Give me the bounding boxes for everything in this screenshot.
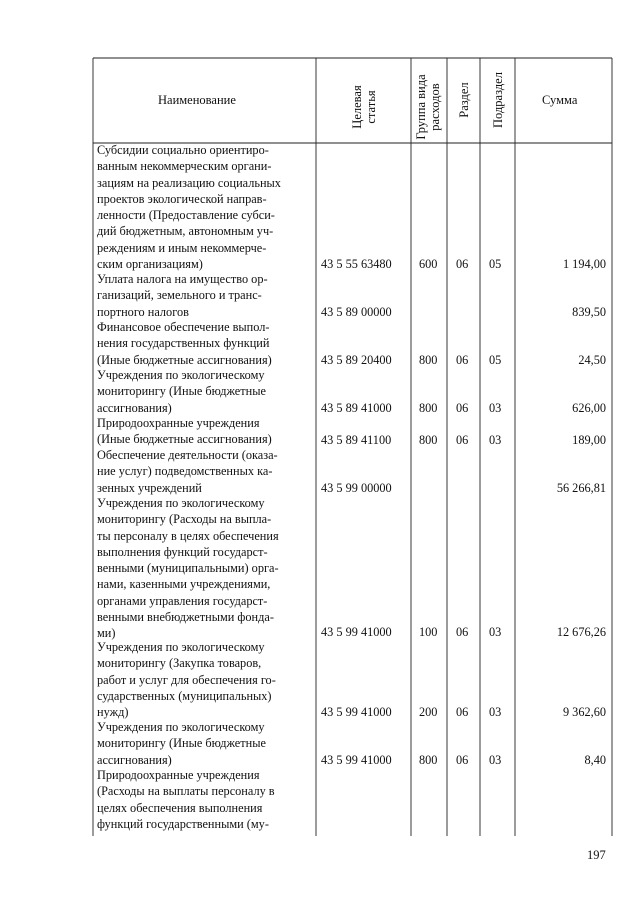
name-line: мониторингу (Закупка товаров,	[97, 656, 262, 671]
name-line: работ и услуг для обеспечения го-	[97, 672, 276, 687]
row-code: 43 5 99 41000	[321, 753, 392, 767]
row-code: 43 5 89 41100	[321, 433, 392, 447]
name-line: Субсидии социально ориентиро-	[97, 143, 269, 157]
row-name	[97, 719, 307, 768]
name-line: (Иные бюджетные ассигнования)	[97, 432, 272, 447]
name-line: целях обеспечения выполнения	[97, 800, 263, 815]
row-name	[97, 447, 307, 496]
row-section: 06	[456, 433, 469, 447]
name-line: нами, казенными учреждениями,	[97, 577, 271, 592]
row-code: 43 5 99 41000	[321, 625, 392, 639]
row-amount: 9 362,60	[562, 705, 606, 719]
page-number: 197	[587, 848, 606, 862]
row-group: 800	[419, 753, 438, 767]
row-section: 06	[456, 625, 469, 639]
name-line: венными (муниципальными) орга-	[97, 561, 279, 576]
name-line: ским организациям)	[97, 257, 203, 272]
row-subsection: 03	[489, 705, 502, 719]
row-section: 06	[456, 401, 469, 415]
row-amount: 1 194,00	[562, 257, 606, 271]
row-code: 43 5 99 00000	[321, 481, 392, 495]
row-code: 43 5 89 20400	[321, 353, 392, 367]
row-amount: 24,50	[578, 353, 606, 367]
row-section: 06	[456, 753, 469, 767]
row-code: 43 5 89 41000	[321, 401, 392, 415]
row-code: 43 5 55 63480	[321, 257, 392, 271]
name-line: ассигнования)	[97, 752, 172, 767]
name-line: мониторингу (Иные бюджетные	[97, 736, 266, 751]
name-line: мониторингу (Иные бюджетные	[97, 384, 266, 399]
row-group: 800	[419, 401, 438, 415]
row-name	[97, 319, 307, 368]
name-line: ты персоналу в целях обеспечения	[97, 528, 279, 543]
name-line: ванным некоммерческим органи-	[97, 159, 272, 174]
row-name	[97, 639, 307, 720]
name-line: Обеспечение деятельности (оказа-	[97, 448, 278, 462]
row-section: 06	[456, 257, 469, 271]
row-amount: 839,50	[572, 305, 606, 319]
name-line: ми)	[97, 626, 116, 641]
row-amount: 626,00	[572, 401, 606, 415]
name-line: ленности (Предоставление субси-	[97, 208, 275, 223]
name-line: портного налогов	[97, 304, 189, 319]
row-section: 06	[456, 353, 469, 367]
row-name	[97, 271, 307, 320]
header-expense-group	[414, 65, 442, 149]
header-amount: Сумма	[542, 93, 578, 107]
name-line: органами управления государст-	[97, 593, 268, 608]
row-code: 43 5 89 00000	[321, 305, 392, 319]
row-subsection: 03	[489, 753, 502, 767]
name-line: венными внебюджетными фонда-	[97, 610, 274, 625]
row-group: 100	[419, 625, 438, 639]
name-line: проектов экологической направ-	[97, 191, 267, 206]
name-line: функций государственными (му-	[97, 816, 269, 831]
row-group: 800	[419, 433, 438, 447]
name-line: нужд)	[97, 705, 129, 720]
row-name	[97, 767, 307, 832]
row-name	[97, 495, 307, 642]
header-target-item	[350, 61, 378, 153]
name-line: Уплата налога на имущество ор-	[97, 272, 268, 286]
row-name	[97, 367, 307, 416]
name-line: ганизаций, земельного и транс-	[97, 288, 262, 303]
name-line: выполнения функций государст-	[97, 544, 268, 559]
name-line: зациям на реализацию социальных	[97, 175, 281, 190]
row-code: 43 5 99 41000	[321, 705, 392, 719]
header-expense-group-text: Группа вида расходов	[414, 74, 442, 140]
row-subsection: 03	[489, 625, 502, 639]
row-amount: 12 676,26	[556, 625, 606, 639]
header-subsection: Подраздел	[491, 72, 505, 128]
name-line: Учреждения по экологическому	[97, 720, 265, 734]
row-subsection: 05	[489, 257, 502, 271]
name-line: ассигнования)	[97, 400, 172, 415]
name-line: реждениям и иным некоммерче-	[97, 240, 267, 255]
header-section: Раздел	[457, 82, 471, 118]
name-line: Учреждения по экологическому	[97, 368, 265, 382]
row-section: 06	[456, 705, 469, 719]
name-line: (Расходы на выплаты персоналу в	[97, 784, 275, 799]
name-line: ние услуг) подведомственных ка-	[97, 464, 273, 479]
row-name	[97, 142, 307, 272]
row-name	[97, 415, 307, 448]
name-line: Природоохранные учреждения	[97, 416, 260, 430]
row-group: 600	[419, 257, 438, 271]
row-subsection: 05	[489, 353, 502, 367]
name-line: Учреждения по экологическому	[97, 496, 265, 510]
row-group: 200	[419, 705, 438, 719]
row-amount: 189,00	[572, 433, 606, 447]
header-name: Наименование	[158, 93, 236, 107]
row-amount: 8,40	[584, 753, 606, 767]
row-subsection: 03	[489, 433, 502, 447]
row-subsection: 03	[489, 401, 502, 415]
name-line: Учреждения по экологическому	[97, 640, 265, 654]
name-line: Финансовое обеспечение выпол-	[97, 320, 270, 334]
name-line: мониторингу (Расходы на выпла-	[97, 512, 272, 527]
name-line: дий бюджетным, автономным уч-	[97, 224, 274, 239]
name-line: (Иные бюджетные ассигнования)	[97, 352, 272, 367]
name-line: зенных учреждений	[97, 480, 202, 495]
name-line: сударственных (муниципальных)	[97, 688, 272, 703]
row-group: 800	[419, 353, 438, 367]
name-line: Природоохранные учреждения	[97, 768, 260, 782]
name-line: нения государственных функций	[97, 336, 270, 351]
row-amount: 56 266,81	[556, 481, 606, 495]
header-target-item-text: Целевая статья	[350, 85, 378, 129]
